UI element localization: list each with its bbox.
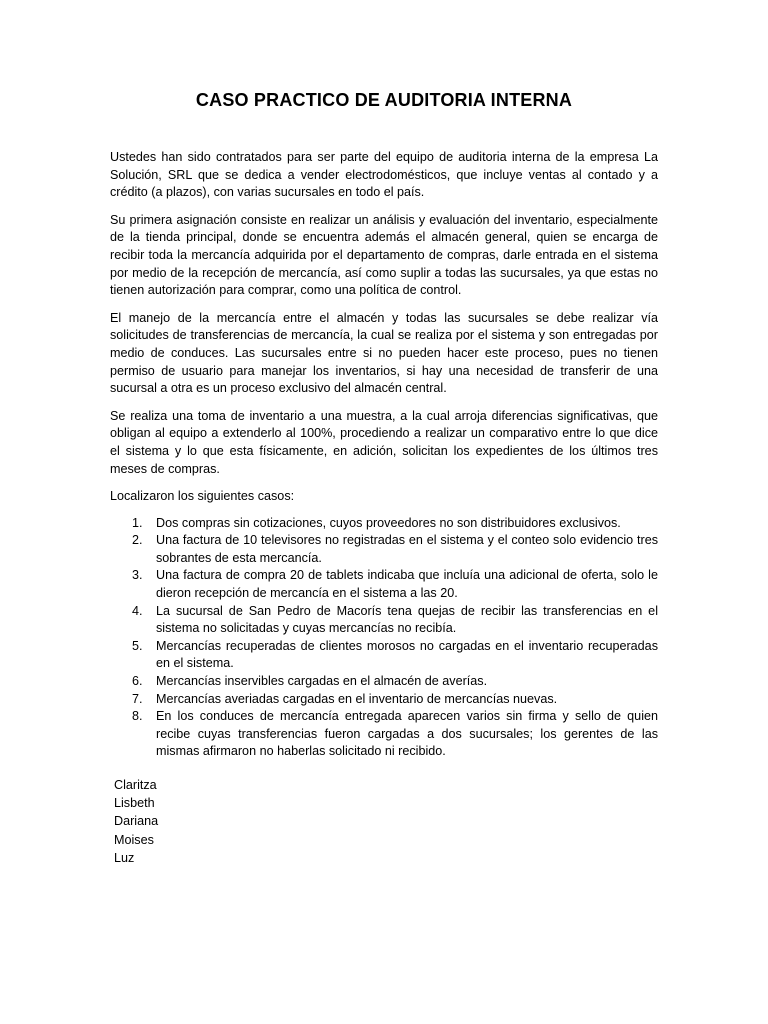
list-item-number: 8. — [132, 709, 143, 724]
author-name: Lisbeth — [114, 796, 155, 811]
list-item-number: 4. — [132, 603, 143, 618]
list-item-text: En los conduces de mercancía entregada aparecen varios sin firma y sello de quien recibe cuyas transferencias fueron cargadas a dos sucursales; los gerentes de las mismas afirmaron no haberlas solicitado ni recibido. — [156, 709, 658, 759]
list-item-text: Mercancías inservibles cargadas en el almacén de averías. — [156, 674, 488, 689]
paragraph-2: Su primera asignación consiste en realizar un análisis y evaluación del inventario, especialmente de la tienda principal, donde se encuentra además el almacén general, quien se encarga de recibir toda la mercancía adquirida por el departamento de compras, darle entrada en el sistema por medio de la recepción de mercancía, así como suplir a todas las sucursales, ya que estas no tienen autorización para comprar, como una política de control. — [110, 212, 658, 298]
list-item-text: Una factura de compra 20 de tablets indicaba que incluía una adicional de oferta, solo le dieron recepción de mercancía en el sistema a las 20. — [156, 568, 658, 601]
list-item — [110, 567, 658, 602]
list-item — [110, 603, 658, 638]
document-title: CASO PRACTICO DE AUDITORIA INTERNA — [195, 90, 573, 110]
cases-intro: Localizaron los siguientes casos: — [110, 489, 295, 504]
list-item-text: Una factura de 10 televisores no registradas en el sistema y el conteo solo evidencio tres sobrantes de esta mercancía. — [156, 533, 658, 565]
list-item — [110, 638, 658, 673]
author-name: Luz — [114, 850, 135, 865]
list-item-number: 5. — [132, 638, 143, 653]
list-item-text: Dos compras sin cotizaciones, cuyos proveedores no son distribuidores exclusivos. — [156, 515, 621, 530]
author-name: Dariana — [114, 814, 159, 829]
cases-list — [110, 515, 658, 761]
list-item — [110, 691, 658, 709]
author-names — [114, 776, 158, 867]
list-item — [110, 673, 658, 691]
list-item-number: 3. — [132, 568, 143, 583]
list-item-text: La sucursal de San Pedro de Macorís tena quejas de recibir las transferencias en el sistema no solicitadas y cuyas mercancías no recibía. — [156, 603, 658, 636]
paragraph-3: El manejo de la mercancía entre el almacén y todas las sucursales se debe realizar vía solicitudes de transferencias de mercancía, la cual se realiza por el sistema y son entregadas por medio de conduces. Las sucursales entre si no pueden hacer este proceso, pues no tienen permiso de usuario para manejar los inventarios, si hay una necesidad de transferir de una sucursal a otra es un proceso exclusivo del almacén central. — [110, 310, 658, 396]
list-item — [110, 515, 658, 533]
paragraph-1: Ustedes han sido contratados para ser parte del equipo de auditoria interna de la empresa La Solución, SRL que se dedica a vender electrodomésticos, que incluye ventas al contado y a crédito (a plazos), con varias sucursales en todo el país. — [110, 150, 658, 200]
list-item — [110, 532, 658, 567]
list-item-number: 6. — [132, 674, 143, 689]
list-item-number: 1. — [132, 515, 143, 530]
author-name: Moises — [114, 832, 154, 847]
document-body — [110, 149, 658, 761]
list-item — [110, 708, 658, 761]
paragraph-4: Se realiza una toma de inventario a una muestra, a la cual arroja diferencias significativas, que obligan al equipo a extenderlo al 100%, procediendo a realizar un comparativo entre lo que dice el sistema y lo que esta físicamente, en adición, solicitan los expedientes de los últimos tres meses de compras. — [110, 408, 658, 476]
list-item-number: 7. — [132, 691, 143, 706]
list-item-text: Mercancías averiadas cargadas en el inventario de mercancías nuevas. — [156, 691, 558, 706]
list-item-number: 2. — [132, 533, 143, 548]
author-name: Claritza — [114, 778, 157, 792]
list-item-text: Mercancías recuperadas de clientes morosos no cargadas en el inventario recuperadas en el sistema. — [156, 638, 658, 671]
